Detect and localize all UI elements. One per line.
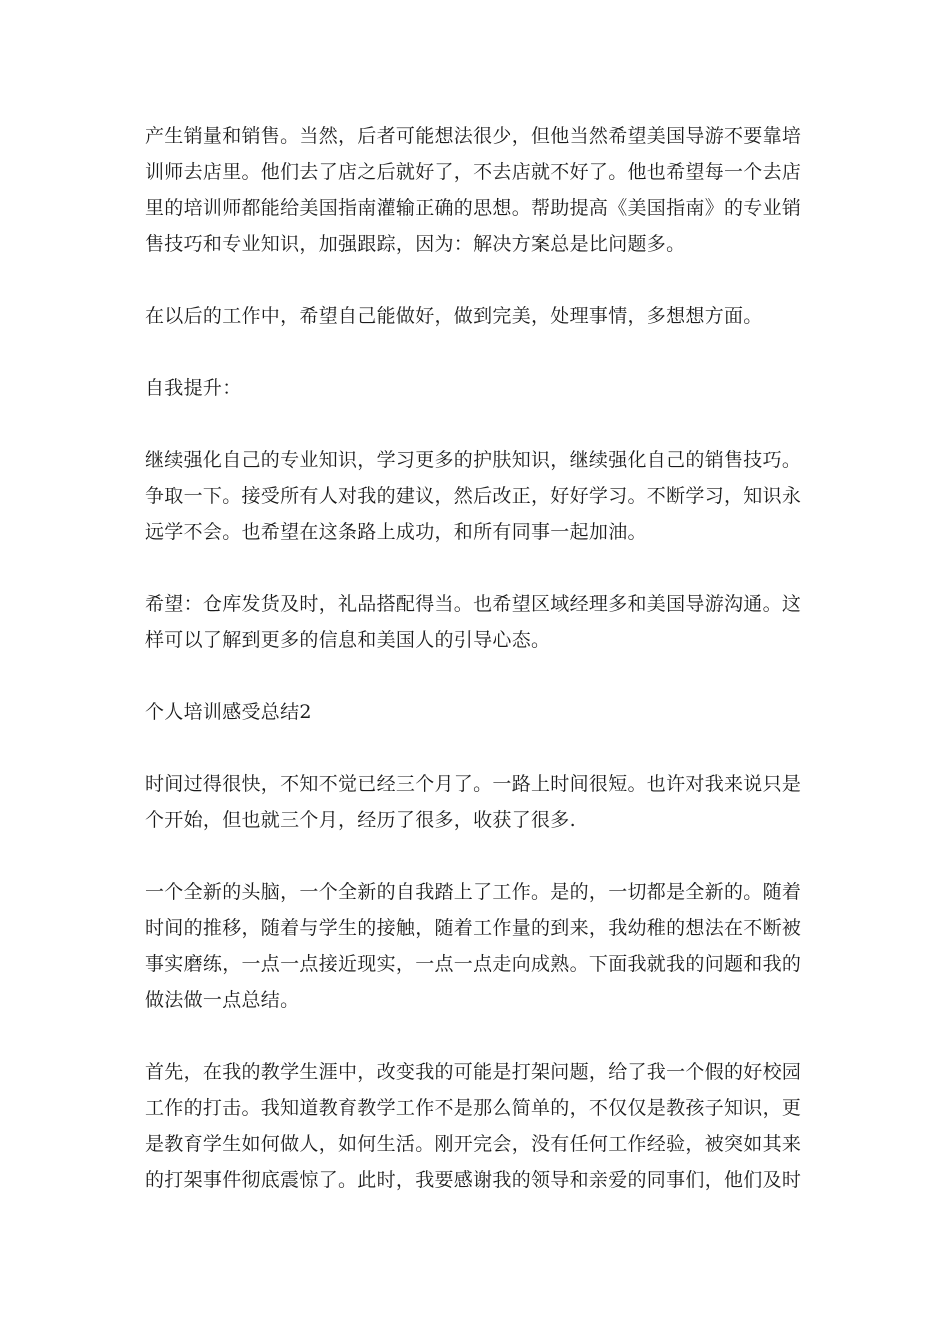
paragraph-future-work: 在以后的工作中，希望自己能做好，做到完美，处理事情，多想想方面。 <box>145 305 763 327</box>
paragraph-time-passes: 时间过得很快，不知不觉已经三个月了。一路上时间很短。也许对我来说只是个开始，但也就三个月，经历了很多，收获了很多. <box>145 773 802 831</box>
paragraph-self-improvement-heading: 自我提升： <box>145 377 242 399</box>
paragraph-hopes: 希望：仓库发货及时，礼品搭配得当。也希望区域经理多和美国导游沟通。这样可以了解到更多的信息和美国人的引导心态。 <box>145 593 802 651</box>
section-heading-summary-2: 个人培训感受总结2 <box>145 701 312 723</box>
paragraph-new-mind: 一个全新的头脑，一个全新的自我踏上了工作。是的，一切都是全新的。随着时间的推移，随着与学生的接触，随着工作量的到来，我幼稚的想法在不断被事实磨练，一点一点接近现实，一点一点走向成熟。下面我就我的问题和我的做法做一点总结。 <box>145 881 802 1011</box>
paragraph-first-teaching: 首先，在我的教学生涯中，改变我的可能是打架问题，给了我一个假的好校园工作的打击。我知道教育教学工作不是那么简单的，不仅仅是教孩子知识，更是教育学生如何做人，如何生活。刚开完会，没有任何工作经验，被突如其来的打架事件彻底震惊了。此时，我要感谢我的领导和亲爱的同事们，他们及时 <box>145 1061 802 1191</box>
paragraph-self-improvement: 继续强化自己的专业知识，学习更多的护肤知识，继续强化自己的销售技巧。争取一下。接受所有人对我的建议，然后改正，好好学习。不断学习，知识永远学不会。也希望在这条路上成功，和所有同事一起加油。 <box>145 449 802 543</box>
paragraph-sales-training: 产生销量和销售。当然，后者可能想法很少，但他当然希望美国导游不要靠培训师去店里。他们去了店之后就好了，不去店就不好了。他也希望每一个去店里的培训师都能给美国指南灌输正确的思想。帮助提高《美国指南》的专业销售技巧和专业知识，加强跟踪，因为：解决方案总是比问题多。 <box>145 125 802 255</box>
document-body <box>145 118 805 1234</box>
